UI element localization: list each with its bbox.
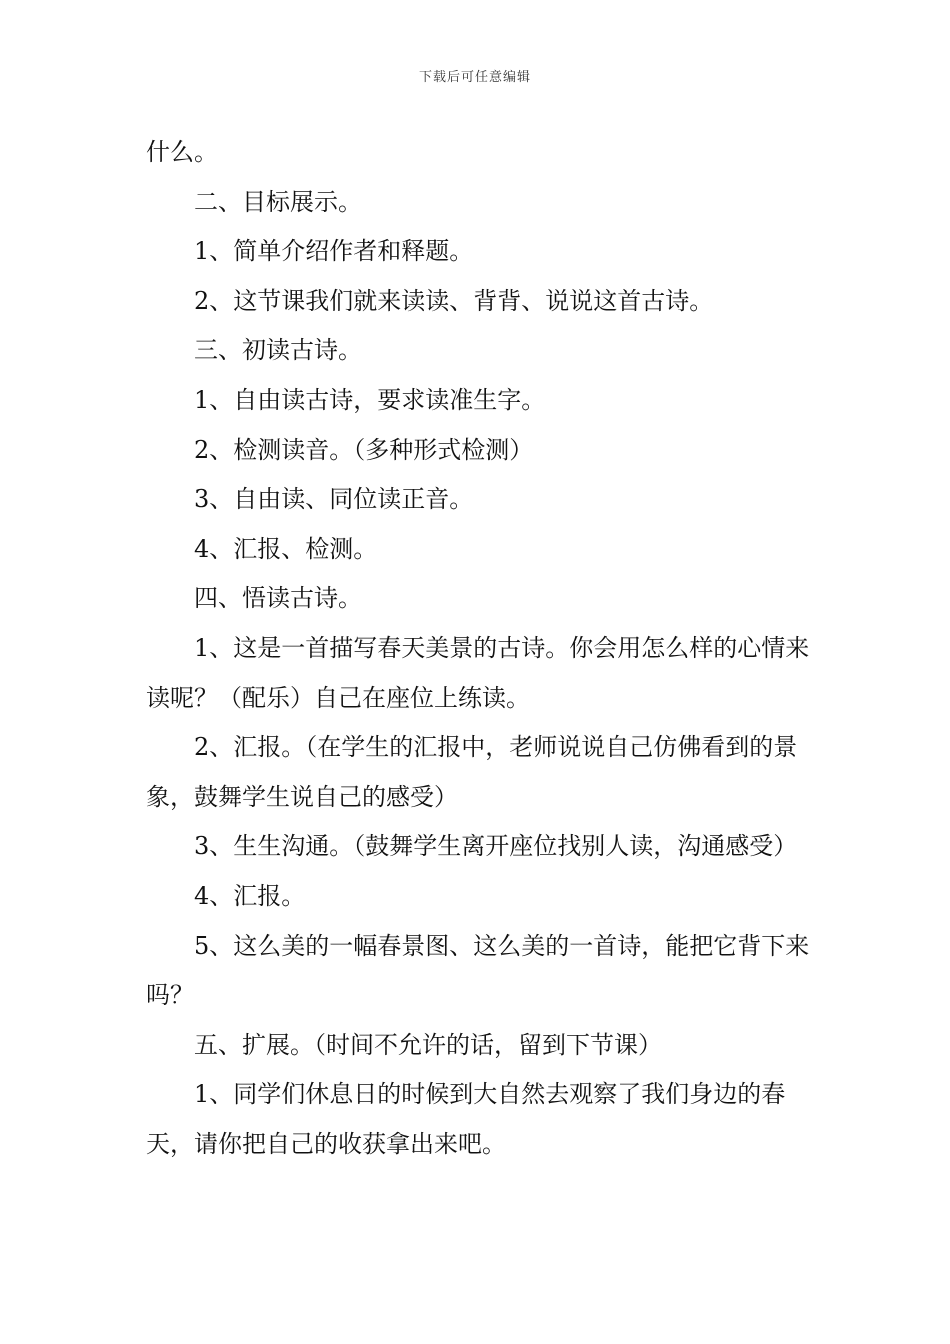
paragraph: 什么。 [146, 138, 218, 166]
paragraph: 3、生生沟通。（鼓舞学生离开座位找别人读，沟通感受） [194, 832, 798, 861]
page-header: 下载后可任意编辑 [418, 70, 531, 85]
paragraph: 4、汇报、检测。 [194, 534, 378, 563]
paragraph: 2、检测读音。（多种形式检测） [194, 435, 534, 464]
paragraph: 5、这么美的一幅春景图、这么美的一首诗，能把它背下来吗？ [146, 931, 810, 1010]
paragraph: 1、同学们休息日的时候到大自然去观察了我们身边的春天，请你把自己的收获拿出来吧。 [146, 1080, 786, 1158]
document-body [146, 128, 810, 1169]
paragraph: 1、这是一首描写春天美景的古诗。你会用怎么样的心情来读呢？（配乐）自己在座位上练读。 [146, 633, 810, 712]
section-heading: 三、初读古诗。 [194, 336, 362, 365]
paragraph: 2、汇报。（在学生的汇报中，老师说说自己仿佛看到的景象，鼓舞学生说自己的感受） [146, 733, 798, 811]
paragraph: 2、这节课我们就来读读、背背、说说这首古诗。 [194, 286, 714, 315]
paragraph: 1、自由读古诗，要求读准生字。 [194, 385, 546, 414]
paragraph: 1、简单介绍作者和释题。 [194, 237, 474, 266]
section-heading: 二、目标展示。 [194, 187, 362, 216]
paragraph: 4、汇报。 [194, 881, 306, 910]
section-heading: 五、扩展。（时间不允许的话，留到下节课） [194, 1030, 662, 1059]
section-heading: 四、悟读古诗。 [194, 584, 362, 613]
paragraph: 3、自由读、同位读正音。 [194, 485, 474, 514]
